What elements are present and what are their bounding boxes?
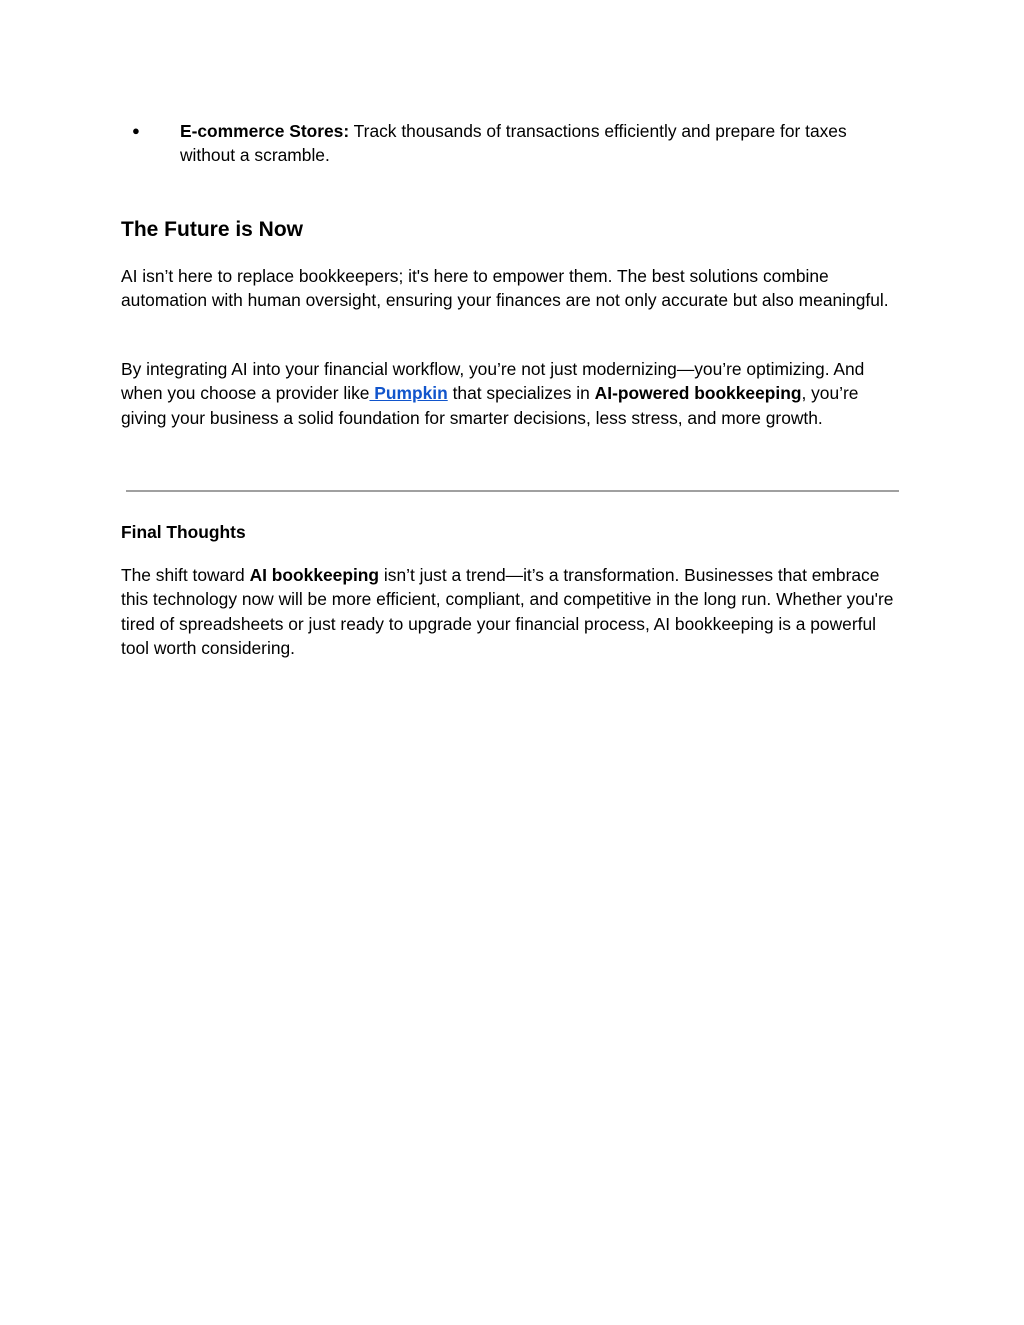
pumpkin-link[interactable]: Pumpkin bbox=[369, 383, 448, 404]
bullet-marker: ● bbox=[132, 123, 140, 138]
section-heading-future: The Future is Now bbox=[121, 218, 304, 241]
horizontal-divider bbox=[126, 490, 899, 492]
paragraph-text: The shift toward bbox=[121, 565, 250, 585]
bold-phrase: AI bookkeeping bbox=[249, 565, 380, 585]
section-heading-final: Final Thoughts bbox=[121, 522, 246, 542]
paragraph-final bbox=[121, 563, 901, 661]
list-item bbox=[132, 119, 892, 168]
list-item-label: E-commerce Stores: bbox=[180, 121, 350, 141]
list-item-text bbox=[152, 119, 892, 168]
paragraph-future-1: AI isn’t here to replace bookkeepers; it's here to empower them. The best solutions combine automation with human oversight, ensuring your finances are not only accurate but also meaningful. bbox=[121, 266, 889, 311]
paragraph-text: , you’re giving your business a solid foundation for smarter decisions, less stress, and more growth. bbox=[121, 383, 859, 428]
bold-phrase: AI-powered bookkeeping bbox=[594, 383, 802, 404]
paragraph-text: By integrating AI into your financial workflow, you’re not just modernizing—you’re optimizing. And when you choose a provider like bbox=[121, 359, 865, 404]
paragraph-text: that specializes in bbox=[447, 383, 595, 404]
paragraph-future-2 bbox=[121, 357, 896, 430]
paragraph-text: isn’t just a trend—it’s a transformation. Businesses that embrace this technology now will be more efficient, compliant, and competitive in the long run. Whether you're tired of spreadsheets or just ready to upgrade your financial process, AI bookkeeping is a powerful tool worth considering. bbox=[121, 565, 894, 659]
list-item-body: Track thousands of transactions efficiently and prepare for taxes without a scramble. bbox=[180, 121, 847, 166]
